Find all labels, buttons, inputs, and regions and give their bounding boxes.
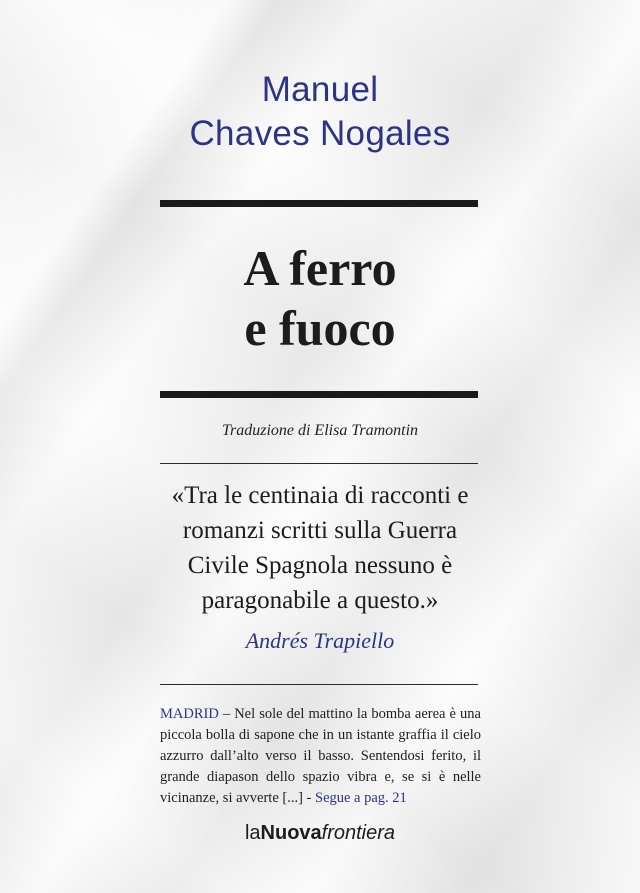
excerpt-location: MADRID	[160, 706, 219, 722]
excerpt-paragraph	[160, 704, 481, 809]
middle-divider	[160, 391, 478, 398]
quote-top-rule	[160, 463, 478, 464]
quote-line: Civile Spagnola nessuno è	[187, 552, 453, 579]
publisher-logo-nuova: Nuova	[260, 822, 322, 844]
translator-credit: Traduzione di Elisa Tramontin	[221, 422, 419, 439]
top-divider	[160, 200, 478, 207]
blurb-quote	[0, 478, 640, 618]
author-first-name: Manuel	[261, 70, 379, 109]
quote-bottom-rule	[160, 684, 478, 685]
author-last-name: Chaves Nogales	[189, 114, 451, 153]
publisher-logo-frontiera: frontiera	[321, 822, 396, 844]
book-title	[0, 238, 640, 358]
quote-line: romanzi scritti sulla Guerra	[182, 517, 458, 544]
quote-line: «Tra le centinaia di racconti e	[171, 482, 469, 509]
excerpt-body: – Nel sole del mattino la bomba aerea è una piccola bolla di sapone che in un istante graffia il cielo azzurro dall’alto verso il basso. Sentendosi ferito, il grande diapason dello spazio vibra e, se si è nelle vicinanze, si avverte [...] -	[160, 706, 481, 806]
title-line-1: A ferro	[243, 240, 397, 296]
title-line-2: e fuoco	[244, 300, 396, 356]
publisher-logo-la: la	[244, 822, 261, 844]
publisher-logo	[0, 822, 640, 845]
quote-line: paragonabile a questo.»	[201, 587, 439, 614]
author-name	[0, 68, 640, 156]
quote-attribution: Andrés Trapiello	[245, 628, 395, 653]
continue-link: Segue a pag. 21	[315, 790, 407, 806]
